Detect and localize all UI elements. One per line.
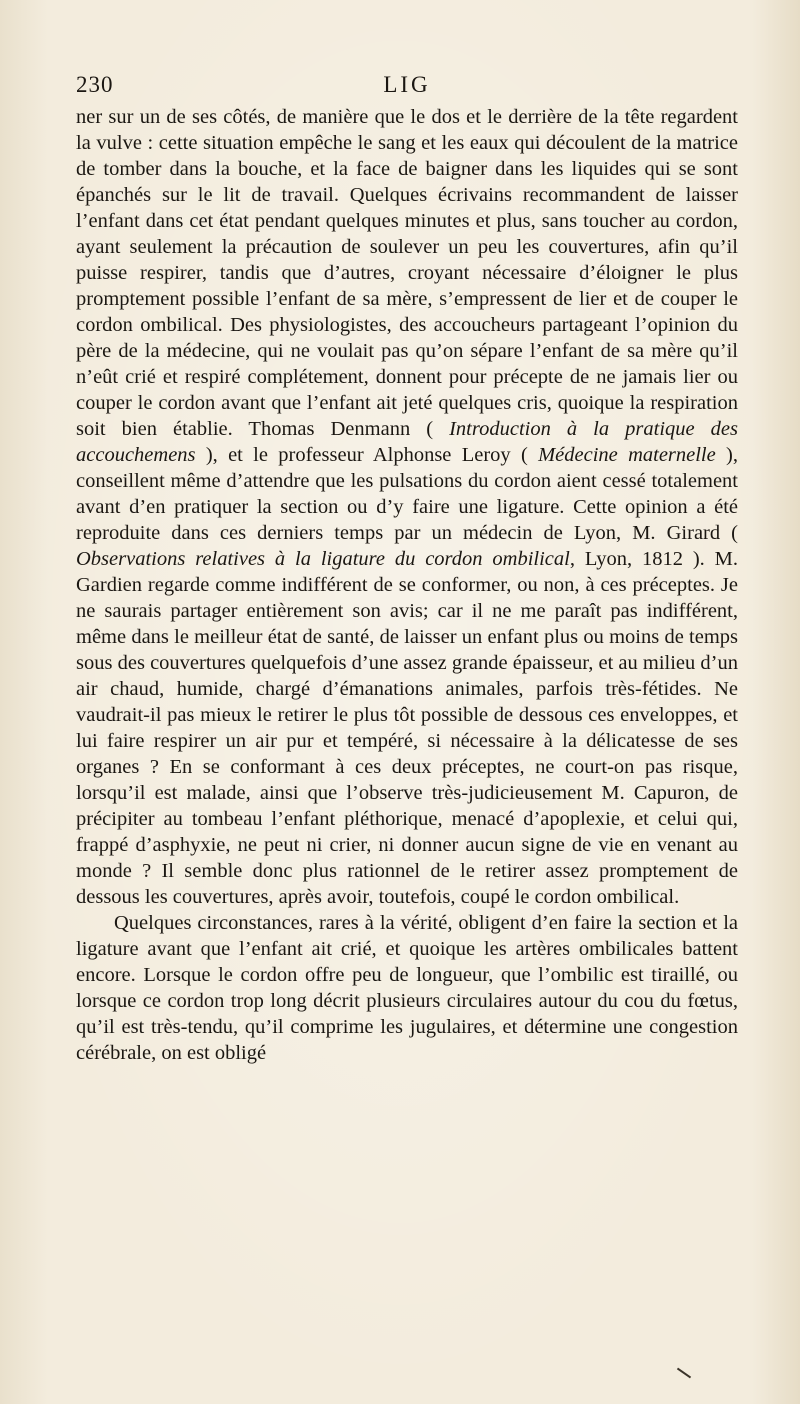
paragraph-2 [76,910,738,1066]
page-number: 230 [76,72,114,97]
text-segment: ), et le professeur Alphonse Leroy ( [195,444,539,466]
page-header [76,72,738,102]
text-segment: , Lyon, 1812 ). M. Gardien regarde comme indifférent de se conformer, ou non, à ces préceptes. Je ne saurais partager entièrement son avis; car il ne me paraît pas indifférent, même dans le meilleur état de santé, de laisser un enfant plus ou moins de temps sous des couvertures quelquefois d’une assez grande épaisseur, et au milieu d’un air chaud, humide, chargé d’émanations animales, parfois très-fétides. Ne vaudrait-il pas mieux le retirer le plus tôt possible de dessous ces enveloppes, et lui faire respirer un air pur et tempéré, si nécessaire à la délicatesse de ses organes ? En se conformant à ces deux préceptes, ne court-on pas risque, lorsqu’il est malade, ainsi que l’observe très-judicieusement M. Capuron, de précipiter au tombeau l’enfant pléthorique, menacé d’apoplexie, et celui qui, frappé d’asphyxie, ne peut ni crier, ni donner aucun signe de vie en venant au monde ? Il semble donc plus rationnel de le retirer assez promptement de dessous les couvertures, après avoir, toutefois, coupé le cordon ombilical. [76,548,738,908]
text-segment: ner sur un de ses côtés, de manière que le dos et le derrière de la tête regardent la vulve : cette situation empêche le sang et les eaux qui découlent de la matrice de tomber dans la bouche, et la face de baigner dans les liquides qui se sont épanchés sur le lit de travail. Quelques écrivains recommandent de laisser l’enfant dans cet état pendant quelques minutes et plus, sans toucher au cordon, ayant seulement la précaution de soulever un peu les couvertures, afin qu’il puisse respirer, tandis que d’autres, croyant nécessaire d’éloigner le plus promptement possible l’enfant de sa mère, s’empressent de lier et de couper le cordon ombilical. Des physiologistes, des accoucheurs partageant l’opinion du père de la médecine, qui ne voulait pas qu’on sépare l’enfant de sa mère qu’il n’eût crié et respiré complétement, donnent pour précepte de ne jamais lier ou couper le cordon avant que l’enfant ait jeté quelques cris, quoique la respiration soit bien établie. Thomas Denmann ( [76,106,738,440]
text-segment: Quelques circonstances, rares à la vérité, obligent d’en faire la section et la ligature avant que l’enfant ait crié, et quoique les artères ombilicales battent encore. Lorsque le cordon offre peu de longueur, que l’ombilic est tiraillé, ou lorsque ce cordon trop long décrit plusieurs circulaires autour du cou du fœtus, qu’il est très-tendu, qu’il comprime les jugulaires, et détermine une congestion cérébrale, on est obligé [76,912,738,1064]
text-segment: ), conseillent même d’attendre que les pulsations du cordon aient cessé totalement avant d’en pratiquer la section ou d’y faire une ligature. Cette opinion a été reproduite dans ces derniers temps par un médecin de Lyon, M. Girard ( [76,444,738,544]
body-text [76,104,738,1066]
running-head: LIG [383,72,431,97]
ink-mark [677,1368,691,1379]
book-title-italic: Médecine maternelle [538,444,716,466]
paragraph-1 [76,104,738,910]
book-title-italic: Introduction à la pratique des accouchemens [76,418,738,466]
book-title-italic: Observations relatives à la ligature du cordon ombilical [76,548,570,570]
